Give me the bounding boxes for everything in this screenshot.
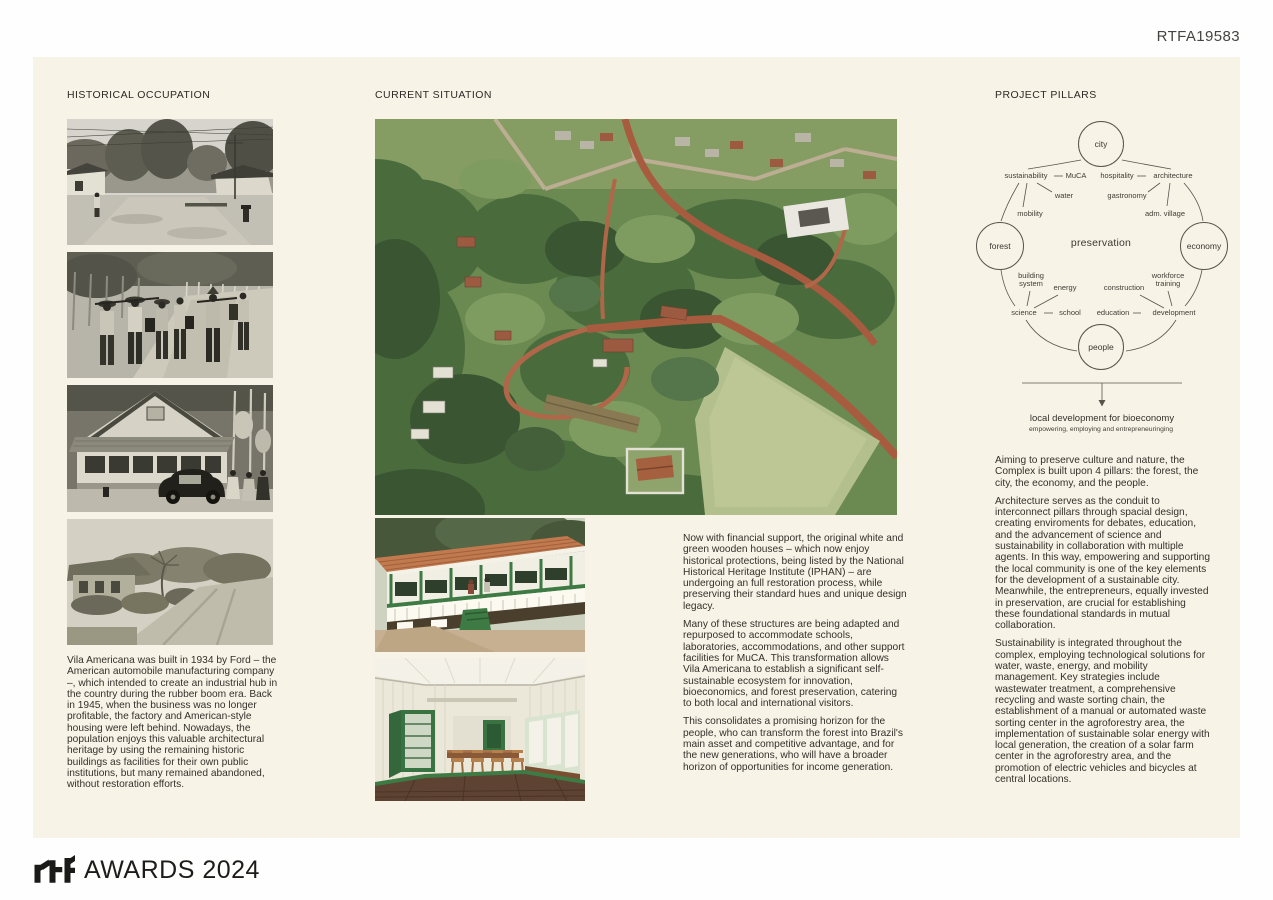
board <box>33 57 1240 838</box>
section-title-current: CURRENT SITUATION <box>375 89 492 101</box>
current-body-text <box>683 533 907 780</box>
diagram-label-water: water <box>1054 191 1074 200</box>
diagram-label-adm-village: adm. village <box>1144 209 1186 218</box>
diagram-node-forest: forest <box>976 222 1024 270</box>
diagram-label-school: school <box>1059 308 1081 317</box>
diagram-label-workforce-training: workforce training <box>1151 271 1185 288</box>
diagram-label-science: science <box>1011 308 1037 317</box>
diagram-node-city: city <box>1078 121 1124 167</box>
pillars-paragraph-2: Architecture serves as the conduit to interconnect pillars through spacial design, creating enviroments for debates, education, and the advancement of science and sustainability in collaboration with multiple agents. In this way, empowering and supporting the local community is one of the key elements for the development of a sustainable city. Meanwhile, the entrepreneurs, equally invested in preservation, are crucial for establishing these foundational standards in mutual collaboration. <box>995 495 1211 632</box>
diagram-label-preservation: preservation <box>1070 237 1132 249</box>
diagram-label-mobility: mobility <box>1017 209 1043 218</box>
photo-restored-house-exterior <box>375 518 585 652</box>
photo-historical-house-car <box>67 385 273 512</box>
photo-historical-workers <box>67 252 273 378</box>
photo-historical-village-road <box>67 519 273 645</box>
diagram-label-hospitality: hospitality <box>1100 171 1134 180</box>
photo-aerial-current <box>375 119 897 515</box>
diagram-label-muca: MuCA <box>1065 171 1087 180</box>
diagram-node-people: people <box>1078 324 1124 370</box>
diagram-label-gastronomy: gastronomy <box>1107 191 1147 200</box>
diagram-label-education: education <box>1096 308 1130 317</box>
current-paragraph-1: Now with financial support, the original white and green wooden houses – which now enjoy historical protections, being listed by the National Historical Heritage Institute (IPHAN) – are undergoing an full restoration process, while preserving their standard hues and unique design legacy. <box>683 533 907 612</box>
diagram-outcome-sublabel: empowering, employing and entrepreneuringing <box>1029 426 1173 433</box>
photo-restored-house-interior <box>375 658 585 801</box>
diagram-label-building-system: building system <box>1018 271 1044 288</box>
diagram-label-energy: energy <box>1053 283 1077 292</box>
diagram-node-economy: economy <box>1180 222 1228 270</box>
pillars-body-text <box>995 455 1211 792</box>
diagram-label-construction: construction <box>1103 283 1145 292</box>
pillars-paragraph-1: Aiming to preserve culture and nature, the Complex is built upon 4 pillars: the forest, the city, the economy, and the people. <box>995 455 1199 489</box>
diagram-label-development: development <box>1152 308 1196 317</box>
historical-body-text <box>67 655 279 798</box>
rtf-logo-icon <box>33 851 75 889</box>
photo-historical-street <box>67 119 273 245</box>
diagram-label-architecture: architecture <box>1153 171 1193 180</box>
section-title-historical: HISTORICAL OCCUPATION <box>67 89 211 101</box>
board-code: RTFA19583 <box>1156 28 1240 45</box>
pillars-paragraph-3: Sustainability is integrated throughout the complex, employing technological solutions for water, waste, energy, and mobility management. Key strategies include wastewater treatment, a comprehensive recycling and waste sorting chain, the establishment of a manual or automated waste sorting center in the agroforestry area, the implementation of sustainable solar energy with local generation, the creation of a solar farm center in the agroforestry area, and the promotion of electric vehicles and bicycles at central locations. <box>995 638 1210 786</box>
footer-awards-text: AWARDS 2024 <box>84 855 260 884</box>
footer-logo <box>33 848 260 892</box>
diagram-label-sustainability: sustainability <box>1004 171 1048 180</box>
project-pillars-diagram <box>970 115 1245 445</box>
section-title-pillars: PROJECT PILLARS <box>995 89 1097 101</box>
diagram-outcome-label: local development for bioeconomy <box>1029 413 1175 424</box>
current-paragraph-3: This consolidates a promising horizon for the people, who can transform the forest into Brazil's main asset and competitive advantage, and for the new generations, who will have a broader horizon of opportunities for income generation. <box>683 716 903 773</box>
historical-paragraph: Vila Americana was built in 1934 by Ford – the American automobile manufacturing company –, which intended to create an industrial hub in the country during the rubber boom era. Back in 1945, when the business was no longer profitable, the factory and American-style housing were left behind. Nowadays, the population enjoys this valuable architectural heritage by using the remaining historic buildings as facilities for their own public institutions, but many remained abandoned, without restoration efforts. <box>67 655 278 791</box>
current-paragraph-2: Many of these structures are being adapted and repurposed to accommodate schools, laboratories, accommodations, and other support facilities for MuCA. This transformation allows Vila Americana to establish a significant self-sustainable ecosystem for innovation, bioeconomics, and forest preservation, catering to both local and international visitors. <box>683 619 905 710</box>
